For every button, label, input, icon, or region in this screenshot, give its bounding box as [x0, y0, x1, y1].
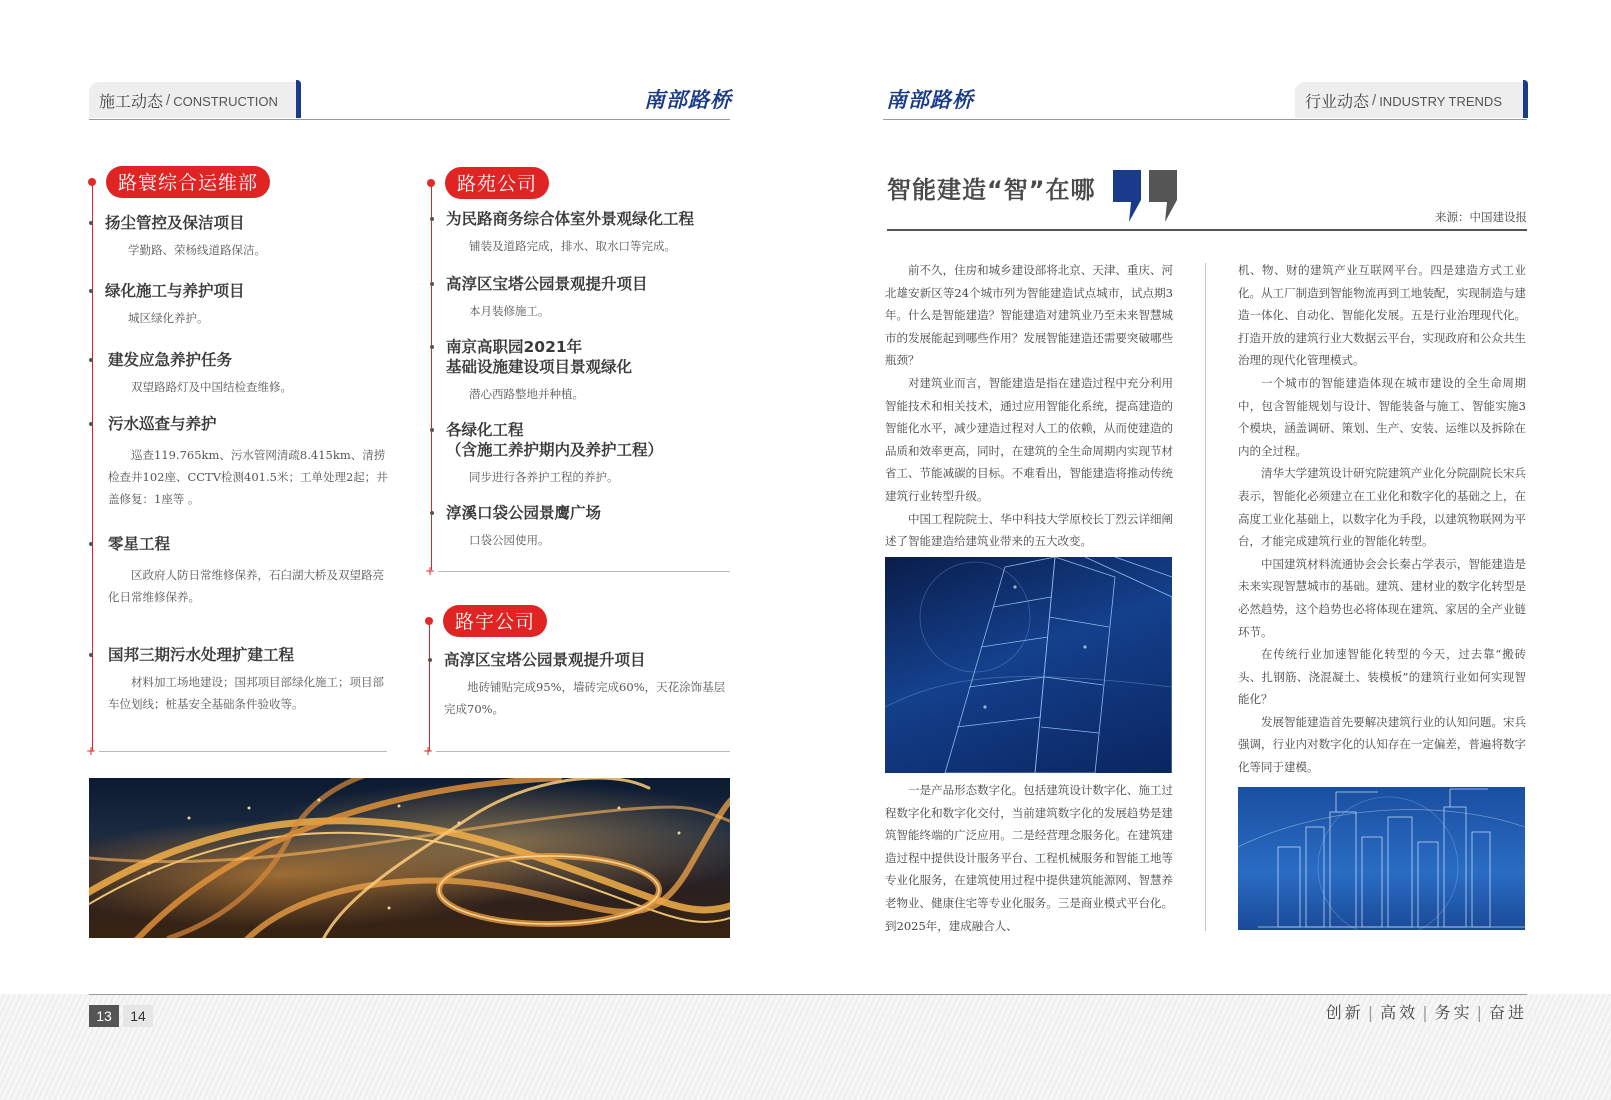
- article-right-column: [1238, 259, 1526, 779]
- article-title: 智能建造“智”在哪: [887, 176, 1096, 204]
- section-label: 路宇公司: [443, 605, 547, 637]
- wireframe-illustration: [885, 557, 1172, 773]
- tab-title-en: CONSTRUCTION: [173, 94, 278, 109]
- article-paragraph: 清华大学建筑设计研究院建筑产业化分院副院长宋兵表示，智能化必须建立在工业化和数字化的基础之上，在高度工业化基础上，以数字化为手段，以建筑物联网为平台，才能完成建筑行业的智能化转型。: [1238, 466, 1526, 549]
- bullet-dot: [89, 289, 93, 293]
- project-title: 建发应急养护任务: [108, 351, 233, 369]
- tab-title-en: INDUSTRY TRENDS: [1379, 94, 1502, 109]
- page-number-right: 14: [123, 1005, 153, 1027]
- bullet-dot: [89, 422, 93, 426]
- tab-accent-bar: [296, 80, 301, 118]
- header-rule-right: [883, 119, 1527, 120]
- motto-word: 奋进: [1488, 1003, 1527, 1022]
- article-paragraph: 中国工程院院士、华中科技大学原校长丁烈云详细阐述了智能建造给建筑业带来的五大改变。: [885, 511, 1173, 549]
- article-paragraph: 一是产品形态数字化。包括建筑设计数字化、施工过程数字化和数字化交付，当前建筑数字化的发展趋势是建筑智能终端的广泛应用。二是经营理念服务化。在建筑建造过程中提供设计服务平台、工程机械服务和智能工地等专业化服务，在建筑使用过程中提供建筑能源网、智慧养老物业、健康住宅等专业化服务。三是商业模式平台化。到2025年，建成融合人、: [885, 783, 1173, 933]
- project-title: 扬尘管控及保洁项目: [105, 214, 245, 232]
- project-desc: 区政府人防日常维修保养，石臼湖大桥及双望路亮化日常维修保养。: [108, 568, 384, 604]
- project-desc: 双望路路灯及中国结检查维修。: [131, 380, 292, 394]
- timeline-dot: [427, 179, 435, 187]
- project-desc: 材料加工场地建设；国邦项目部绿化施工；项目部车位划线；桩基安全基础条件验收等。: [108, 675, 384, 711]
- project-title: 国邦三期污水处理扩建工程: [108, 646, 295, 664]
- project-item: [108, 350, 390, 398]
- timeline-dot: [88, 178, 96, 186]
- tab-slash: /: [166, 91, 171, 109]
- article-left-column-bottom: [885, 779, 1173, 937]
- bullet-dot: [89, 358, 93, 362]
- article-source: 来源：中国建设报: [1435, 210, 1527, 224]
- timeline-end-marker: +: [423, 744, 434, 758]
- title-rule: [887, 229, 1527, 231]
- quote-icon: [1111, 170, 1181, 222]
- project-title: 高淳区宝塔公园景观提升项目: [446, 275, 648, 293]
- project-desc: 城区绿化养护。: [128, 311, 209, 325]
- project-desc: 学勤路、荣杨线道路保洁。: [128, 243, 266, 257]
- timeline-end-marker: +: [425, 564, 436, 578]
- building-wireframe-image: [885, 557, 1172, 773]
- project-item: [108, 534, 390, 608]
- project-item: [446, 209, 731, 257]
- project-item: [105, 281, 390, 329]
- section-label: 路寰综合运维部: [106, 166, 270, 198]
- column-rule: [438, 571, 730, 572]
- project-title: 污水巡查与养护: [108, 415, 217, 433]
- project-desc: 铺装及道路完成，排水、取水口等完成。: [469, 239, 676, 253]
- motto-separator: |: [1422, 1003, 1431, 1022]
- article-paragraph: 中国建筑材料流通协会会长秦占学表示，智能建造是未来实现智慧城市的基础。建筑、建材业的数字化转型是必然趋势，这个趋势也必将体现在建筑、家居的全产业链环节。: [1238, 556, 1526, 639]
- bullet-dot: [430, 428, 434, 432]
- bullet-dot: [89, 221, 93, 225]
- project-desc: 本月装修施工。: [469, 304, 550, 318]
- section-tab-construction: [89, 82, 296, 118]
- section-heading-luyuan: [427, 167, 549, 199]
- article-paragraph: 前不久，住房和城乡建设部将北京、天津、重庆、河北雄安新区等24个城市列为智能建造试点城市，试点期3年。什么是智能建造？智能建造对建筑业乃至未来智慧城市的发展能起到哪些作用？发展智能建造还需要突破哪些瓶颈？: [885, 263, 1173, 368]
- bullet-dot: [430, 345, 434, 349]
- project-title: 为民路商务综合体室外景观绿化工程: [446, 210, 695, 228]
- section-heading-luhuan: [88, 166, 270, 198]
- tab-slash: /: [1372, 91, 1377, 109]
- bullet-dot: [89, 653, 93, 657]
- project-title: 各绿化工程 （含施工养护期内及养护工程）: [446, 421, 664, 459]
- project-title: 淳溪口袋公园景鹰广场: [446, 504, 602, 522]
- bullet-dot: [430, 511, 434, 515]
- section-heading-luyu: [425, 605, 547, 637]
- motto-separator: |: [1367, 1003, 1377, 1022]
- project-title: 零星工程: [108, 535, 171, 553]
- project-item: [446, 274, 731, 322]
- project-item: [446, 503, 731, 551]
- section-tab-industry-trends: [1295, 82, 1523, 118]
- project-desc: 巡查119.765km、污水管网清疏8.415km、清捞检查井102座、CCTV检测401.5米；工单处理2起；井盖修复：1座等 。: [108, 448, 388, 506]
- project-item: [446, 420, 731, 488]
- project-item: [108, 414, 390, 510]
- column-divider: [1205, 263, 1206, 931]
- project-title: 高淳区宝塔公园景观提升项目: [444, 651, 646, 669]
- page-number-left: 13: [89, 1005, 119, 1027]
- motto-word: 高效: [1380, 1003, 1419, 1022]
- article-paragraph: 对建筑业而言，智能建造是指在建造过程中充分利用智能技术和相关技术，通过应用智能化系统，提高建造的智能化水平，减少建造过程对人工的依赖，从而使建造的品质和效率更高，同时，在建筑的全生命周期内实现节材省工、节能减碳的目标。不难看出，智能建造将推动传统建筑行业转型升级。: [885, 375, 1173, 503]
- project-item: [108, 645, 390, 715]
- header-rule-left: [89, 119, 730, 120]
- project-desc: 口袋公园使用。: [469, 533, 550, 547]
- article-paragraph: 一个城市的智能建造体现在城市建设的全生命周期中，包含智能规划与设计、智能装备与施工、智能实施3个模块，涵盖调研、策划、生产、安装、运维以及拆除在内的全过程。: [1238, 375, 1526, 458]
- motto-word: 创新: [1325, 1003, 1364, 1022]
- section-label: 路苑公司: [445, 167, 549, 199]
- blueprint-illustration: [1238, 787, 1525, 930]
- footer-rule: [89, 994, 1527, 995]
- article-paragraph: 发展智能建造首先要解决建筑行业的认知问题。宋兵强调，行业内对数字化的认知存在一定偏差，普遍将数字化等同于建模。: [1238, 714, 1526, 775]
- motto-separator: |: [1476, 1003, 1485, 1022]
- project-item: [446, 337, 731, 405]
- article-left-column-top: [885, 259, 1173, 553]
- motto-word: 务实: [1434, 1003, 1473, 1022]
- bullet-dot: [89, 542, 93, 546]
- column-rule: [99, 751, 387, 752]
- article-paragraph: 机、物、财的建筑产业互联网平台。四是建造方式工业化。从工厂制造到智能物流再到工地装配，实现制造与建造一体化、自动化、智能化发展。五是行业治理现代化。打造开放的建筑行业大数据云平台，实现政府和公众共生治理的现代化管理模式。: [1238, 263, 1526, 368]
- bullet-dot: [430, 282, 434, 286]
- tab-accent-bar: [1523, 80, 1528, 118]
- tab-title-cn: 施工动态: [99, 91, 164, 111]
- interchange-illustration: [89, 778, 730, 938]
- project-desc: 地砖铺贴完成95%，墙砖完成60%，天花涂饰基层完成70%。: [444, 680, 726, 716]
- article-paragraph: 在传统行业加速智能化转型的今天，过去靠“搬砖头、扎钢筋、浇混凝土、装模板”的建筑行业如何实现智能化？: [1238, 647, 1526, 707]
- project-desc: 同步进行各养护工程的养护。: [469, 470, 619, 484]
- footer-motto: [1326, 1000, 1527, 1023]
- project-title: 南京高职园2021年 基础设施建设项目景观绿化: [446, 338, 633, 376]
- column-rule: [436, 751, 730, 752]
- bullet-dot: [430, 217, 434, 221]
- project-item: [444, 650, 731, 720]
- timeline-line: [429, 620, 430, 751]
- city-blueprint-image: [1238, 787, 1525, 930]
- project-item: [105, 213, 390, 261]
- timeline-line: [92, 180, 93, 751]
- tab-title-cn: 行业动态: [1305, 91, 1370, 111]
- timeline-end-marker: +: [86, 744, 97, 758]
- project-desc: 潜心西路整地并种植。: [469, 387, 584, 401]
- bullet-dot: [428, 658, 432, 662]
- project-title: 绿化施工与养护项目: [105, 282, 245, 300]
- company-logo: 南部路桥: [886, 87, 974, 112]
- company-logo: 南部路桥: [644, 87, 732, 112]
- highway-interchange-photo: [89, 778, 730, 938]
- timeline-dot: [425, 617, 433, 625]
